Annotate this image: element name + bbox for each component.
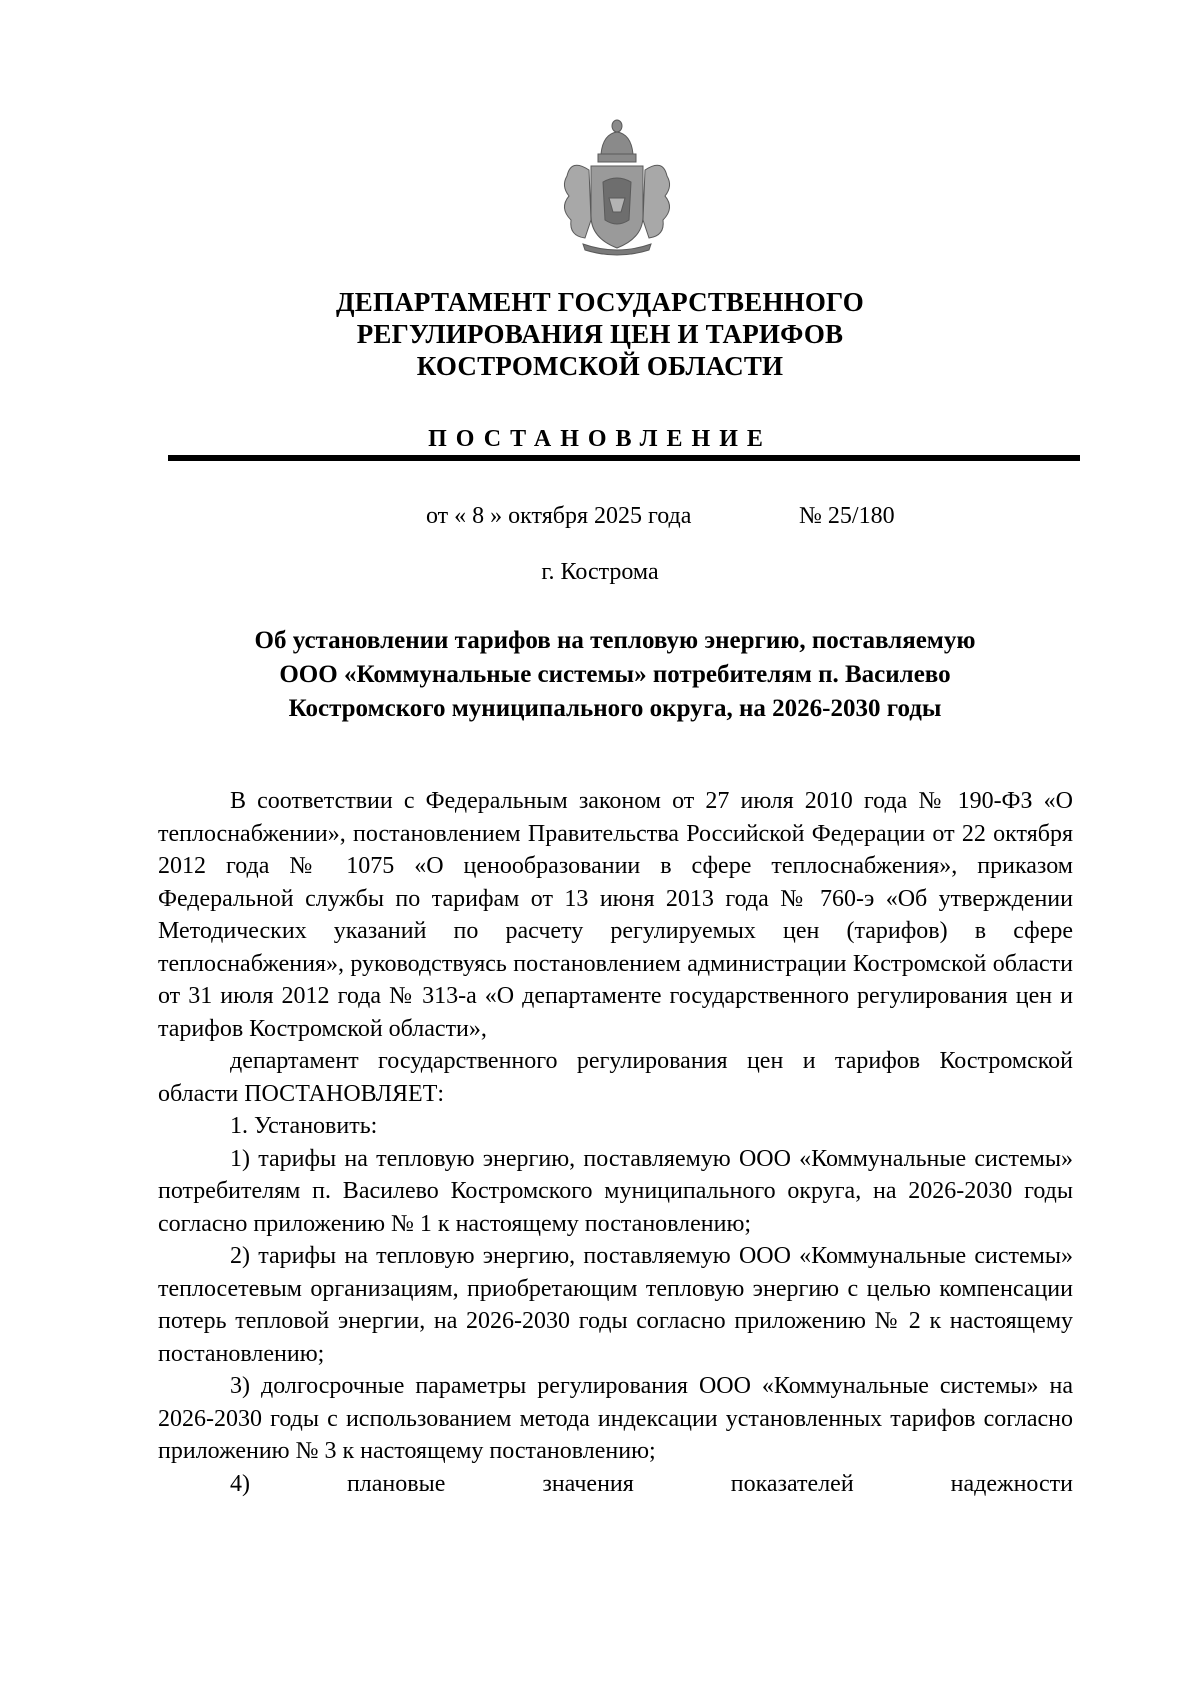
item-1-paragraph: 1. Установить: [230,1113,378,1139]
preamble-paragraph: В соответствии с Федеральным законом от 27 июля 2010 года № 190-ФЗ «О теплоснабжении», постановлением Правительства Российской Федерации от 22 октября 2012 года № 1075 «О ценообразовании в сфере теплоснабжения», приказом Федеральной службы по тарифам от 13 июня 2013 года № 760-э «Об утверждении Методических указаний по расчету регулируемых цен (тарифов) в сфере теплоснабжения», руководствуясь постановлением администрации Костромской области от 31 июля 2012 года № 313-а «О департаменте государственного регулирования цен и тарифов Костромской области», [158,788,1073,1042]
decree-number: № 25/180 [799,503,895,529]
decree-date: от « 8 » октября 2025 года [426,503,692,529]
department-line-1: ДЕПАРТАМЕНТ ГОСУДАРСТВЕННОГО [336,287,864,317]
subitem-4-paragraph: 4) плановые значения показателей надежности [230,1470,1073,1497]
decree-city: г. Кострома [541,559,659,585]
resolves-paragraph: департамент государственного регулирования цен и тарифов Костромской области ПОСТАНОВЛЯЕТ: [158,1048,1073,1107]
coat-of-arms-emblem [545,116,690,260]
department-name [0,286,1200,382]
subject-line-2: ООО «Коммунальные системы» потребителям п. Василево [279,661,951,688]
department-line-3: КОСТРОМСКОЙ ОБЛАСТИ [416,351,784,381]
department-line-2: РЕГУЛИРОВАНИЯ ЦЕН И ТАРИФОВ [356,319,844,349]
subitem-1-paragraph: 1) тарифы на тепловую энергию, поставляемую ООО «Коммунальные системы» потребителям п. Василево Костромского муниципального округа, на 2026-2030 годы согласно приложению № 1 к настоящему постановлению; [158,1145,1073,1237]
subitem-2-paragraph: 2) тарифы на тепловую энергию, поставляемую ООО «Коммунальные системы» теплосетевым организациям, приобретающим тепловую энергию с целью компенсации потерь тепловой энергии, на 2026-2030 годы согласно приложению № 2 к настоящему постановлению; [158,1243,1073,1367]
header-divider [168,455,1080,461]
decree-body [158,785,1073,1500]
subitem-3-paragraph: 3) долгосрочные параметры регулирования ООО «Коммунальные системы» на 2026-2030 годы с использованием метода индексации установленных тарифов согласно приложению № 3 к настоящему постановлению; [158,1373,1073,1464]
decree-subject [0,624,1200,726]
document-type-title: ПОСТАНОВЛЕНИЕ [428,426,772,452]
subject-line-3: Костромского муниципального округа, на 2026-2030 годы [288,695,942,722]
subject-line-1: Об установлении тарифов на тепловую энергию, поставляемую [254,627,976,654]
